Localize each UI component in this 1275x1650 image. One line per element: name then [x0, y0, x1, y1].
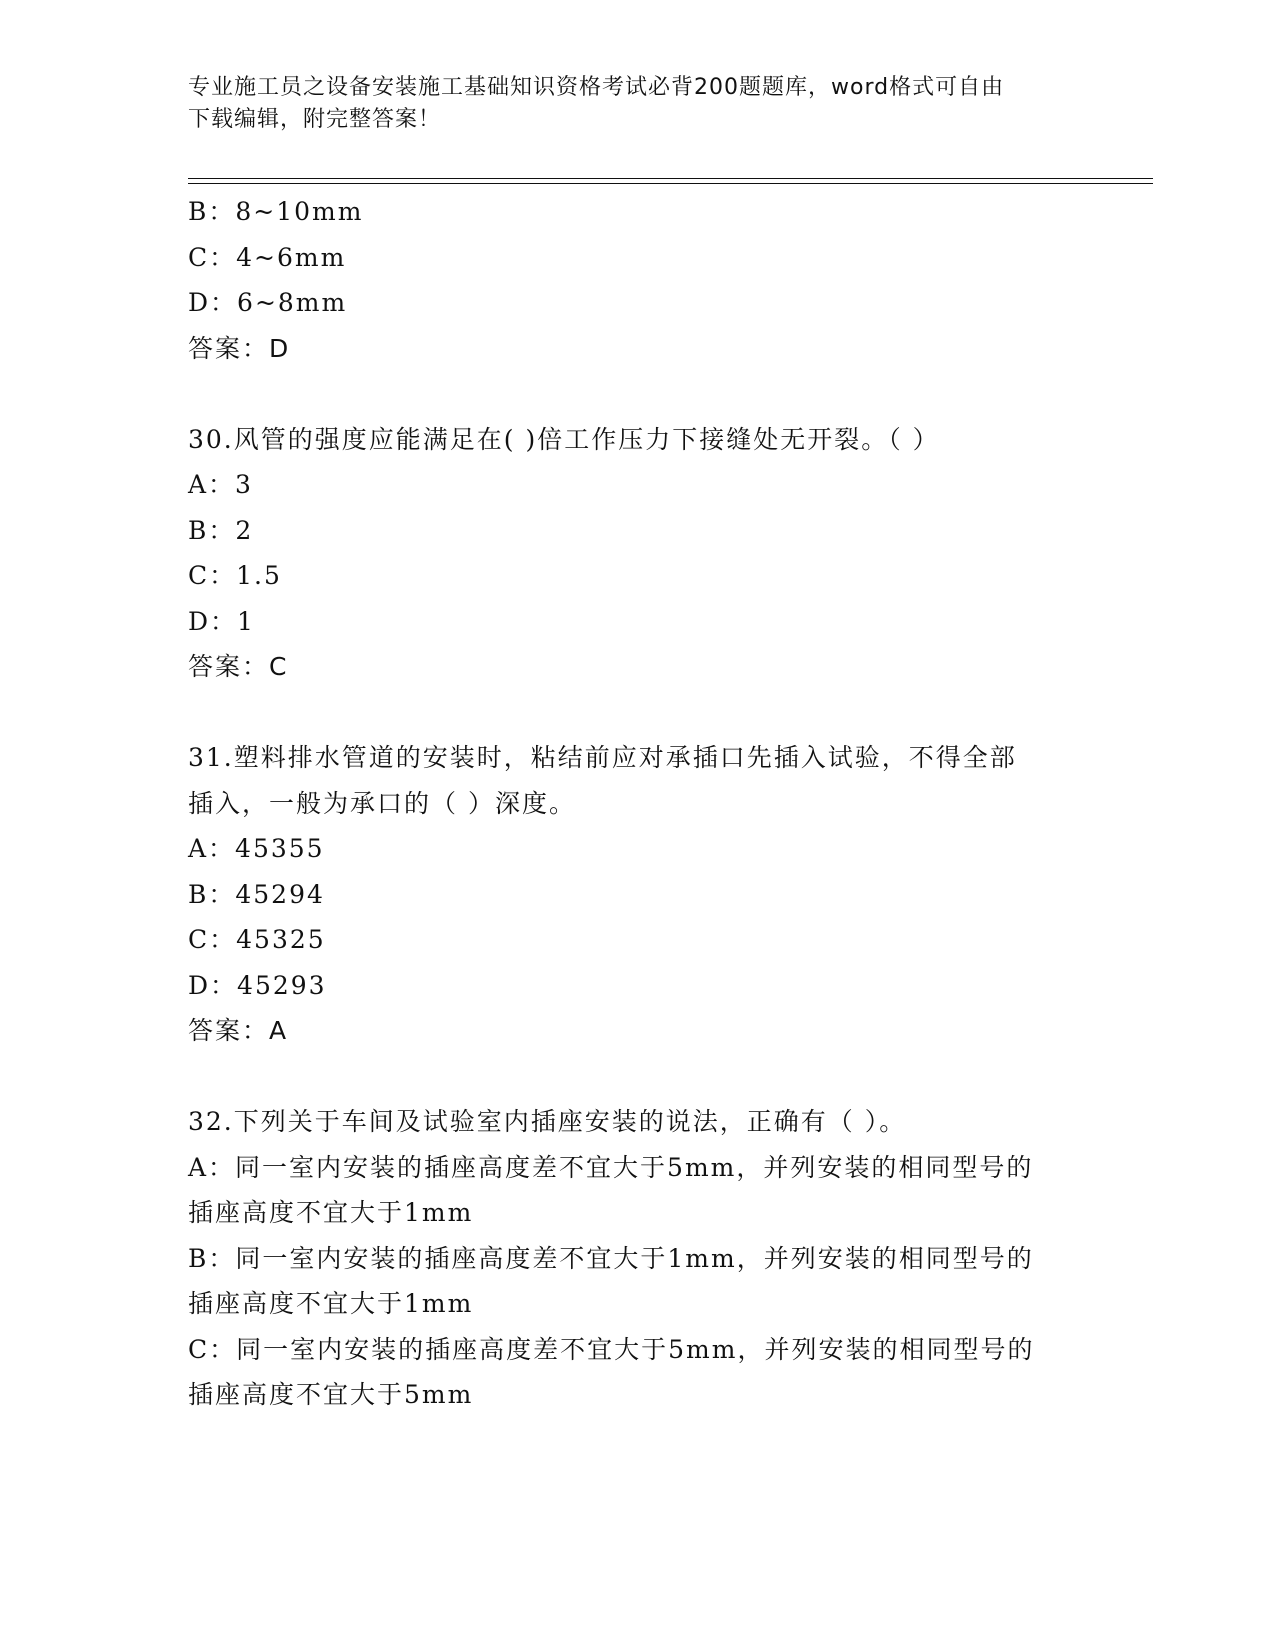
question-stem-line-2: 插入，一般为承口的（ ）深度。 — [188, 788, 576, 818]
option-a-line-2: 插座高度不宜大于1mm — [188, 1198, 474, 1227]
question-stem: 32.下列关于车间及试验室内插座安装的说法，正确有（ ）。 — [188, 1107, 907, 1136]
option-a: A：45355 — [188, 834, 325, 863]
question-29-tail — [188, 189, 1088, 371]
question-30 — [188, 417, 1088, 690]
option-b: B：2 — [188, 515, 254, 545]
option-a-line-1: A：同一室内安装的插座高度差不宜大于5mm，并列安装的相同型号的 — [188, 1152, 1034, 1182]
header-divider-top — [188, 178, 1153, 179]
question-stem-line-1: 31.塑料排水管道的安装时，粘结前应对承插口先插入试验，不得全部 — [188, 743, 1017, 772]
option-b: B：45294 — [188, 879, 325, 909]
option-c: C：4~6mm — [188, 242, 347, 272]
option-c: C：1.5 — [188, 561, 282, 590]
question-list — [188, 189, 1088, 1418]
option-a: A：3 — [188, 470, 253, 499]
option-b: B：8~10mm — [188, 197, 364, 226]
option-d: D：6~8mm — [188, 288, 348, 317]
option-d: D：1 — [188, 606, 255, 636]
option-c-line-2: 插座高度不宜大于5mm — [188, 1380, 474, 1409]
header-divider-bottom — [188, 183, 1153, 184]
option-d: D：45293 — [188, 970, 327, 1000]
document-header — [188, 72, 1088, 136]
answer-label: 答案：A — [188, 1016, 289, 1045]
option-c-line-1: C：同一室内安装的插座高度差不宜大于5mm，并列安装的相同型号的 — [188, 1334, 1035, 1364]
question-31 — [188, 735, 1088, 1054]
option-c: C：45325 — [188, 925, 326, 954]
header-line-2: 下载编辑，附完整答案！ — [188, 107, 442, 132]
option-b-line-2: 插座高度不宜大于1mm — [188, 1289, 474, 1318]
header-line-1: 专业施工员之设备安装施工基础知识资格考试必背200题题库，word格式可自由 — [188, 75, 1005, 100]
question-32 — [188, 1099, 1088, 1418]
answer-label: 答案：C — [188, 652, 289, 681]
answer-label: 答案：D — [188, 333, 291, 363]
question-stem: 30.风管的强度应能满足在( )倍工作压力下接缝处无开裂。（ ） — [188, 424, 940, 454]
option-b-line-1: B：同一室内安装的插座高度差不宜大于1mm，并列安装的相同型号的 — [188, 1243, 1034, 1273]
